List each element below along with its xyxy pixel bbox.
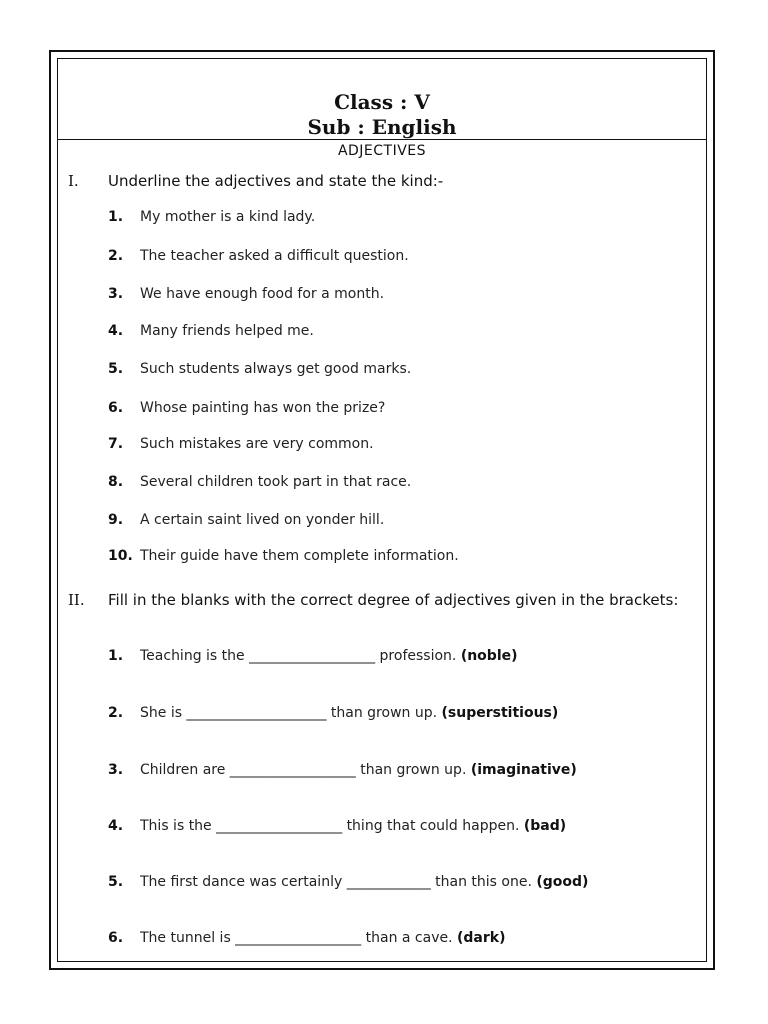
item-number: 2. xyxy=(108,248,124,264)
item-number: 3. xyxy=(108,762,124,778)
item-text: The tunnel is __________________ than a cave. xyxy=(140,930,453,946)
item-text: Many friends helped me. xyxy=(140,323,314,339)
item-number: 8. xyxy=(108,474,124,490)
item-text: Teaching is the __________________ profession. xyxy=(140,648,457,664)
section-1-instruction: Underline the adjectives and state the kind:- xyxy=(108,172,444,190)
item-hint: (noble) xyxy=(460,648,518,664)
item-number: 1. xyxy=(108,648,124,664)
section-2-item xyxy=(108,648,518,664)
section-2-instruction: Fill in the blanks with the correct degree of adjectives given in the brackets: xyxy=(108,591,679,609)
item-text: Several children took part in that race. xyxy=(140,474,412,490)
item-number: 7. xyxy=(108,436,124,452)
item-hint: (superstitious) xyxy=(441,705,559,721)
item-number: 6. xyxy=(108,930,124,946)
section-1-item xyxy=(108,286,384,302)
item-text: This is the __________________ thing that could happen. xyxy=(140,818,520,834)
topic-heading: ADJECTIVES xyxy=(337,143,427,159)
item-hint: (bad) xyxy=(523,818,567,834)
item-text: My mother is a kind lady. xyxy=(140,209,316,225)
subject-line: Sub : English xyxy=(307,115,457,139)
item-text: A certain saint lived on yonder hill. xyxy=(140,512,385,528)
item-text: The first dance was certainly ____________ than this one. xyxy=(140,874,532,890)
item-text: Such mistakes are very common. xyxy=(140,436,374,452)
section-1-numeral: I. xyxy=(68,172,79,190)
section-2-item xyxy=(108,874,588,890)
item-number: 6. xyxy=(108,400,124,416)
section-1-item xyxy=(108,436,374,452)
section-1-item xyxy=(108,512,384,528)
section-2-item xyxy=(108,818,566,834)
section-1-item xyxy=(108,548,459,564)
section-2-item xyxy=(108,705,558,721)
item-number: 3. xyxy=(108,286,124,302)
worksheet-outer-border xyxy=(49,50,715,970)
item-number: 1. xyxy=(108,209,124,225)
item-hint: (dark) xyxy=(457,930,506,946)
section-2-numeral: II. xyxy=(68,591,85,609)
item-text: Such students always get good marks. xyxy=(140,361,412,377)
item-hint: (imaginative) xyxy=(470,762,577,778)
item-text: The teacher asked a difficult question. xyxy=(140,248,409,264)
item-hint: (good) xyxy=(536,874,589,890)
item-text: She is ____________________ than grown up. xyxy=(140,705,438,721)
item-number: 10. xyxy=(108,548,133,564)
item-number: 2. xyxy=(108,705,124,721)
section-1-item xyxy=(108,209,315,225)
item-text: Their guide have them complete information. xyxy=(140,548,459,564)
item-number: 4. xyxy=(108,323,124,339)
class-line: Class : V xyxy=(334,90,430,114)
section-1-item xyxy=(108,400,385,416)
item-number: 4. xyxy=(108,818,124,834)
section-2-item xyxy=(108,762,577,778)
item-text: Whose painting has won the prize? xyxy=(140,400,386,416)
section-1-item xyxy=(108,248,409,264)
worksheet-inner-border xyxy=(57,58,707,962)
section-1-item xyxy=(108,323,314,339)
item-number: 5. xyxy=(108,874,124,890)
section-1-item xyxy=(108,474,411,490)
item-text: We have enough food for a month. xyxy=(140,286,385,302)
section-2-item xyxy=(108,930,506,946)
item-text: Children are __________________ than grown up. xyxy=(140,762,467,778)
item-number: 5. xyxy=(108,361,124,377)
worksheet-header xyxy=(58,59,706,140)
item-number: 9. xyxy=(108,512,124,528)
section-1-item xyxy=(108,361,411,377)
